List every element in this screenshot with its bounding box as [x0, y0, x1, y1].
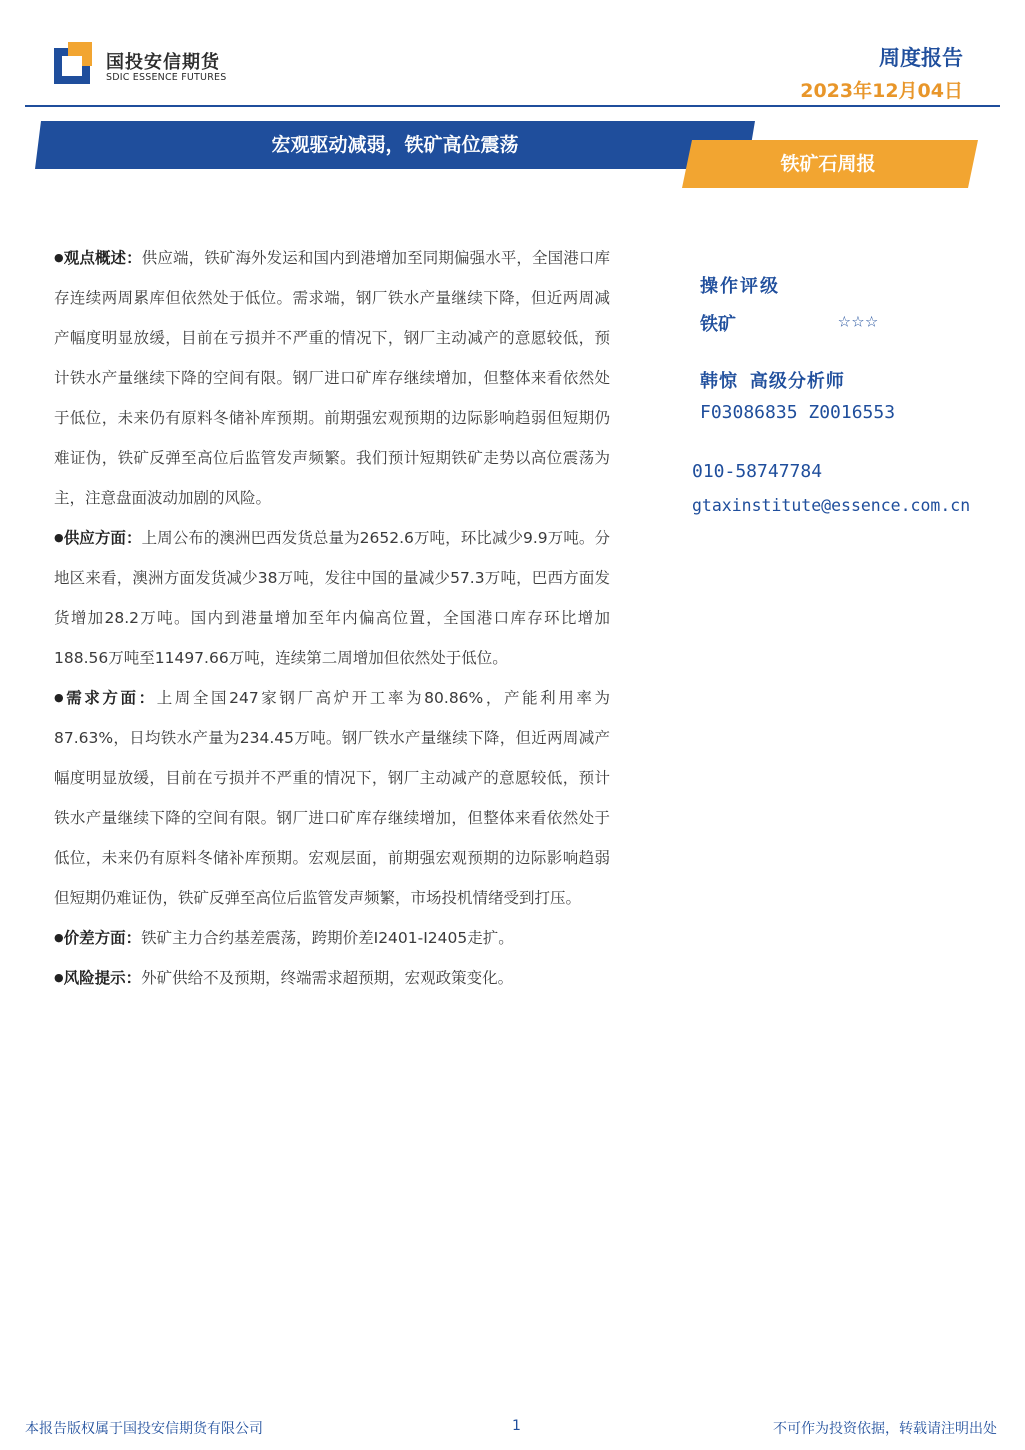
paragraph-text: 外矿供给不及预期，终端需求超预期，宏观政策变化。 — [141, 969, 514, 987]
paragraph-overview — [54, 238, 610, 518]
rating-stars-icon: ☆☆☆ — [838, 308, 879, 332]
paragraph-lead: 观点概述： — [63, 249, 142, 267]
contact-phone: 010-58747784 — [692, 461, 823, 482]
report-date: 2023年12月04日 — [800, 80, 963, 102]
paragraph-risk — [54, 958, 610, 998]
paragraph-lead: 价差方面： — [63, 929, 142, 947]
paragraph-text: 供应端，铁矿海外发运和国内到港增加至同期偏强水平，全国港口库存连续两周累库但依然处于低位。需求端，钢厂铁水产量继续下降，但近两周减产幅度明显放缓，目前在亏损并不严重的情况下，钢厂主动减产的意愿较低，预计铁水产量继续下降的空间有限。钢厂进口矿库存继续增加，但整体来看依然处于低位，未来仍有原料冬储补库预期。前期强宏观预期的边际影响趋弱但短期仍难证伪，铁矿反弹至高位后监管发声频繁。我们预计短期铁矿走势以高位震荡为主，注意盘面波动加剧的风险。 — [54, 249, 610, 507]
paragraph-text: 铁矿主力合约基差震荡，跨期价差I2401-I2405走扩。 — [141, 929, 514, 947]
analyst-name: 韩惊 高级分析师 — [700, 371, 845, 392]
rating-label: 铁矿 — [700, 314, 736, 335]
page-number: 1 — [512, 1418, 521, 1434]
bullet-icon: ● — [54, 531, 64, 544]
logo-text-en: SDIC ESSENCE FUTURES — [106, 72, 227, 83]
rating-title: 操作评级 — [700, 276, 780, 297]
paragraph-text: 上周全国247家钢厂高炉开工率为80.86%，产能利用率为87.63%，日均铁水产量为234.45万吨。钢厂铁水产量继续下降，但近两周减产幅度明显放缓，目前在亏损并不严重的情况下，钢厂主动减产的意愿较低，预计铁水产量继续下降的空间有限。钢厂进口矿库存继续增加，但整体来看依然处于低位，未来仍有原料冬储补库预期。宏观层面，前期强宏观预期的边际影响趋弱但短期仍难证伪，铁矿反弹至高位后监管发声频繁，市场投机情绪受到打压。 — [54, 689, 610, 907]
header-divider — [25, 105, 1000, 107]
company-logo — [54, 42, 254, 86]
report-body — [54, 238, 610, 998]
bullet-icon: ● — [54, 691, 67, 704]
paragraph-lead: 风险提示： — [63, 969, 142, 987]
report-title: 宏观驱动减弱，铁矿高位震荡 — [271, 134, 519, 156]
paragraph-text: 上周公布的澳洲巴西发货总量为2652.6万吨，环比减少9.9万吨。分地区来看，澳洲方面发货减少38万吨，发往中国的量减少57.3万吨，巴西方面发货增加28.2万吨。国内到港量增加至年内偏高位置，全国港口库存环比增加188.56万吨至11497.66万吨，连续第二周增加但依然处于低位。 — [54, 529, 610, 667]
paragraph-supply — [54, 518, 610, 678]
contact-email[interactable]: gtaxinstitute@essence.com.cn — [692, 496, 971, 515]
category-tag: 铁矿石周报 — [780, 153, 876, 175]
paragraph-spread — [54, 918, 610, 958]
analyst-certificate: F03086835 Z0016553 — [700, 402, 896, 423]
footer-copyright: 本报告版权属于国投安信期货有限公司 — [25, 1421, 263, 1437]
footer-disclaimer: 不可作为投资依据，转载请注明出处 — [773, 1421, 997, 1437]
sdic-logo-icon — [54, 42, 96, 84]
bullet-icon: ● — [54, 251, 64, 264]
logo-text-cn: 国投安信期货 — [106, 52, 220, 73]
bullet-icon: ● — [54, 971, 64, 984]
paragraph-lead: 需求方面： — [66, 689, 157, 707]
bullet-icon: ● — [54, 931, 64, 944]
paragraph-lead: 供应方面： — [63, 529, 142, 547]
paragraph-demand — [54, 678, 610, 918]
report-type: 周度报告 — [879, 46, 963, 70]
